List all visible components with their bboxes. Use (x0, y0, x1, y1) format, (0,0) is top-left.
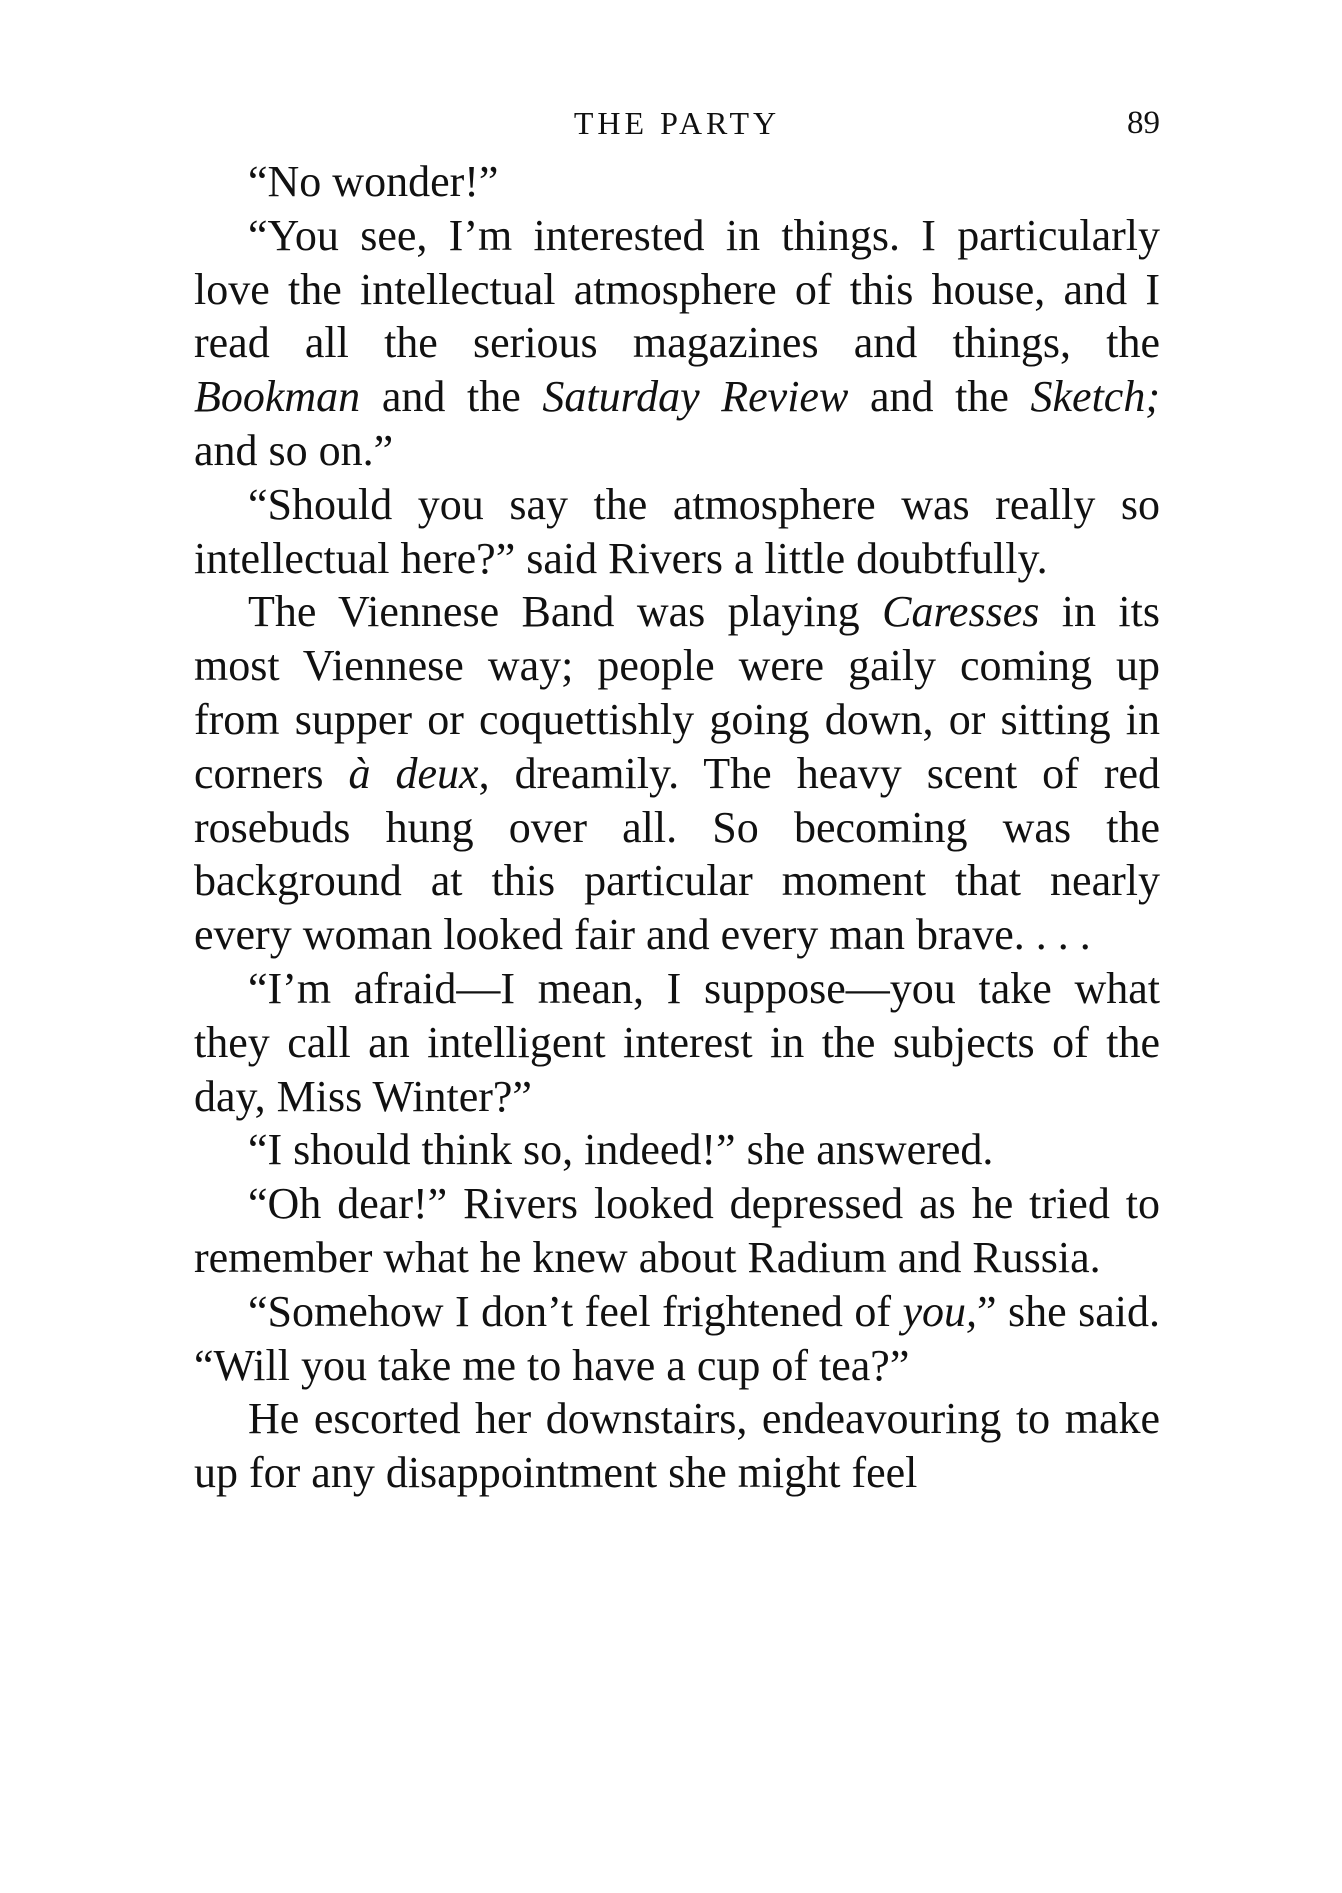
paragraph-should-think-so: “I should think so, indeed!” she answered. (248, 1125, 994, 1175)
paragraph-viennese-band (194, 585, 1160, 962)
text-run: and the (848, 372, 1031, 422)
paragraph-oh-dear: “Oh dear!” Rivers looked depressed as he tried to remember what he knew about Radium and Russia. (194, 1179, 1160, 1282)
paragraph-escorted-her: He escorted her downstairs, endeavouring to make up for any disappointment she might feel (194, 1394, 1160, 1498)
page-number: 89 (1127, 105, 1160, 141)
text-run: , dreamily. The heavy scent of red rosebuds hung over all. So becoming was the background at this particular moment that nearly every woman looked fair and every man brave. . . . (194, 748, 1160, 960)
text-run: ” she said. “Will you take me to have a cup of tea?” (194, 1286, 1160, 1390)
text-run: and the (360, 372, 543, 422)
text-run: The Viennese Band was playing (248, 587, 883, 637)
music-title-caresses: Caresses (882, 587, 1040, 637)
paragraph-interested-in-things (194, 209, 1160, 478)
phrase-a-deux: à deux (348, 748, 479, 798)
paragraph-no-wonder: “No wonder!” (248, 157, 499, 206)
body-text (194, 155, 1160, 1500)
text-run: “Somehow I don’t feel frightened of (248, 1286, 903, 1336)
paragraph-intellectual-here: “Should you say the atmosphere was really so intellectual here?” said Rivers a little doubtfully. (194, 479, 1160, 583)
emphasis-you: you, (902, 1286, 977, 1336)
magazine-title-sketch: Sketch; (1030, 372, 1160, 422)
magazine-title-bookman: Bookman (194, 372, 361, 422)
text-run: and so on.” (194, 425, 394, 475)
running-title: THE PARTY (573, 105, 781, 141)
text-run: “You see, I’m interested in things. I particularly love the intellectual atmosphere of this house, and I read all the serious magazines and things, the (194, 210, 1160, 368)
magazine-title-saturday-review: Saturday Review (542, 372, 849, 422)
paragraph-somehow (194, 1285, 1160, 1393)
text-run: in its most Viennese way; people were gaily coming up from supper or coquettishly going down, or sitting in corners (194, 587, 1161, 798)
paragraph-im-afraid: “I’m afraid—I mean, I suppose—you take what they call an intelligent interest in the subjects of the day, Miss Winter?” (194, 963, 1160, 1121)
page-header (194, 98, 1160, 148)
